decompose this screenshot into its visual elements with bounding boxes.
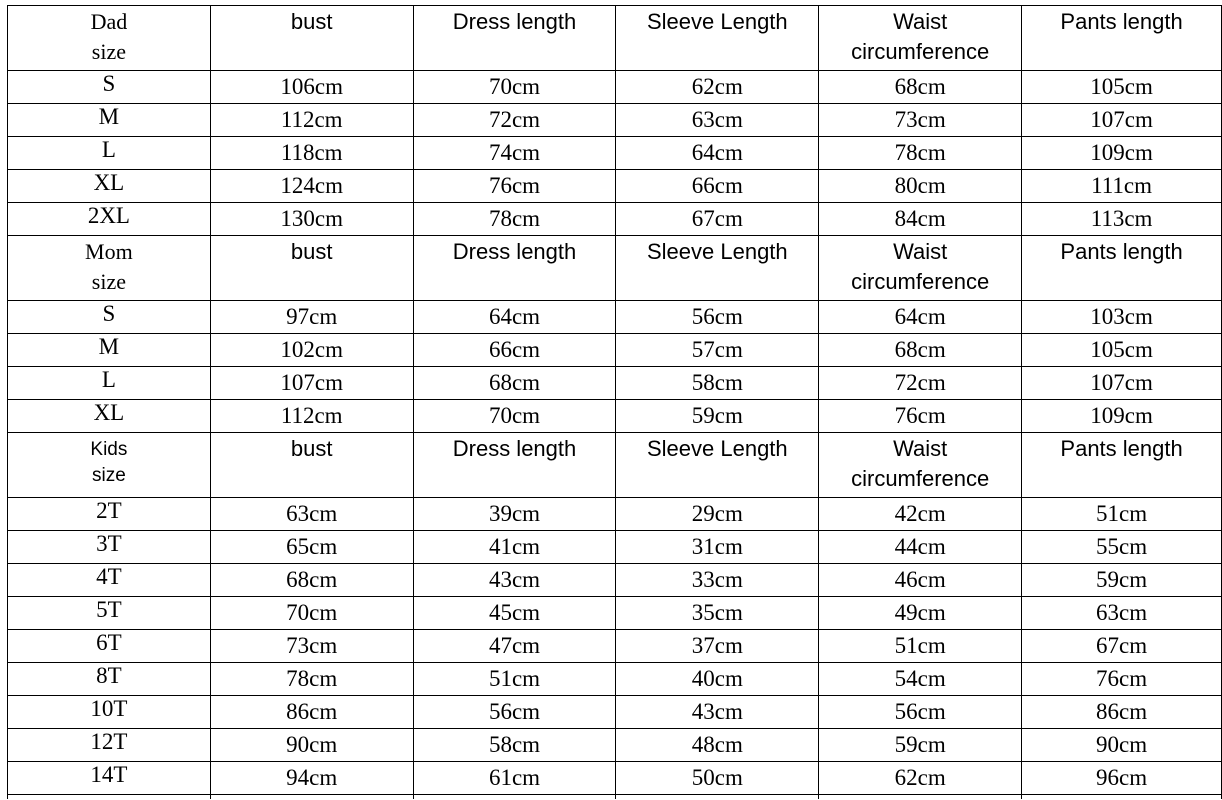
measurement-cell: 33cm (616, 564, 819, 597)
measurement-cell: 35cm (616, 597, 819, 630)
size-cell: 8T (8, 663, 211, 696)
size-cell: XL (8, 170, 211, 203)
measurement-cell: 112cm (210, 400, 413, 433)
measurement-cell: 113cm (1022, 203, 1222, 236)
measurement-cell: 68cm (819, 71, 1022, 104)
measurement-cell: 51cm (1022, 498, 1222, 531)
measurement-cell: 68cm (210, 564, 413, 597)
measurement-cell: 64cm (413, 301, 616, 334)
measurement-cell: 59cm (616, 400, 819, 433)
measurement-cell: 76cm (1022, 663, 1222, 696)
measurement-cell: 40cm (616, 663, 819, 696)
measurement-cell: 107cm (1022, 104, 1222, 137)
measurement-cell: 41cm (413, 531, 616, 564)
header-line: size (91, 269, 126, 294)
measurement-cell: 39cm (413, 498, 616, 531)
table-row (8, 597, 1222, 630)
measurement-cell: 97cm (210, 301, 413, 334)
column-header (1022, 236, 1222, 301)
table-row (8, 71, 1222, 104)
measurement-cell: 64cm (616, 137, 819, 170)
empty-cell (1022, 795, 1222, 800)
kids-size-label (8, 433, 211, 498)
column-header (819, 6, 1022, 71)
column-header (413, 236, 616, 301)
size-cell: 10T (8, 696, 211, 729)
header-line: circumference (851, 39, 990, 64)
table-row (8, 762, 1222, 795)
measurement-cell: 107cm (210, 367, 413, 400)
size-cell: 2XL (8, 203, 211, 236)
measurement-cell: 47cm (413, 630, 616, 663)
measurement-cell: 109cm (1022, 400, 1222, 433)
table-row (8, 564, 1222, 597)
header-line: Kids (90, 439, 128, 460)
measurement-cell: 63cm (210, 498, 413, 531)
measurement-cell: 74cm (413, 137, 616, 170)
measurement-cell: 42cm (819, 498, 1022, 531)
measurement-cell: 76cm (819, 400, 1022, 433)
kids-header-row (8, 433, 1222, 498)
measurement-cell: 72cm (413, 104, 616, 137)
measurement-cell: 51cm (413, 663, 616, 696)
header-line: circumference (851, 269, 990, 294)
measurement-cell: 44cm (819, 531, 1022, 564)
measurement-cell: 59cm (819, 729, 1022, 762)
table-row (8, 137, 1222, 170)
measurement-cell: 66cm (616, 170, 819, 203)
table-row (8, 301, 1222, 334)
empty-cell (616, 795, 819, 800)
column-header (1022, 433, 1222, 498)
measurement-cell: 106cm (210, 71, 413, 104)
table-row (8, 170, 1222, 203)
column-header (1022, 6, 1222, 71)
size-cell: 3T (8, 531, 211, 564)
header-line: Pants length (1060, 239, 1183, 264)
measurement-cell: 90cm (1022, 729, 1222, 762)
table-row (8, 400, 1222, 433)
measurement-cell: 70cm (413, 400, 616, 433)
column-header (616, 6, 819, 71)
measurement-cell: 67cm (616, 203, 819, 236)
header-line: Sleeve Length (646, 9, 788, 34)
measurement-cell: 105cm (1022, 71, 1222, 104)
measurement-cell: 56cm (413, 696, 616, 729)
header-line: Waist (893, 239, 948, 264)
measurement-cell: 45cm (413, 597, 616, 630)
measurement-cell: 37cm (616, 630, 819, 663)
size-cell: L (8, 137, 211, 170)
measurement-cell: 58cm (616, 367, 819, 400)
measurement-cell: 78cm (210, 663, 413, 696)
measurement-cell: 130cm (210, 203, 413, 236)
measurement-cell: 78cm (819, 137, 1022, 170)
measurement-cell: 51cm (819, 630, 1022, 663)
column-header (210, 433, 413, 498)
measurement-cell: 73cm (210, 630, 413, 663)
header-line: bust (290, 436, 333, 461)
measurement-cell: 90cm (210, 729, 413, 762)
header-line: bust (290, 239, 333, 264)
measurement-cell: 86cm (210, 696, 413, 729)
measurement-cell: 72cm (819, 367, 1022, 400)
measurement-cell: 76cm (413, 170, 616, 203)
table-row (8, 104, 1222, 137)
measurement-cell: 111cm (1022, 170, 1222, 203)
measurement-cell: 59cm (1022, 564, 1222, 597)
header-line: Dress length (452, 9, 577, 34)
header-line: bust (290, 9, 333, 34)
measurement-cell: 43cm (616, 696, 819, 729)
size-cell: 6T (8, 630, 211, 663)
empty-cell (210, 795, 413, 800)
measurement-cell: 124cm (210, 170, 413, 203)
table-row (8, 663, 1222, 696)
header-line: circumference (851, 466, 990, 491)
size-cell: S (8, 71, 211, 104)
header-line: Mom (85, 239, 133, 264)
measurement-cell: 105cm (1022, 334, 1222, 367)
column-header (819, 433, 1022, 498)
dad-size-label (8, 6, 211, 71)
measurement-cell: 112cm (210, 104, 413, 137)
measurement-cell: 86cm (1022, 696, 1222, 729)
size-cell: 14T (8, 762, 211, 795)
header-line: Sleeve Length (646, 436, 788, 461)
measurement-cell: 109cm (1022, 137, 1222, 170)
measurement-cell: 94cm (210, 762, 413, 795)
measurement-cell: 63cm (1022, 597, 1222, 630)
measurement-cell: 84cm (819, 203, 1022, 236)
measurement-cell: 54cm (819, 663, 1022, 696)
measurement-cell: 70cm (413, 71, 616, 104)
column-header (210, 236, 413, 301)
measurement-cell: 31cm (616, 531, 819, 564)
size-chart-table (7, 5, 1222, 799)
measurement-cell: 56cm (819, 696, 1022, 729)
header-line: Dad (90, 9, 128, 34)
measurement-cell: 73cm (819, 104, 1022, 137)
measurement-cell: 102cm (210, 334, 413, 367)
size-cell: 5T (8, 597, 211, 630)
size-cell: M (8, 104, 211, 137)
column-header (616, 236, 819, 301)
empty-cell (8, 795, 211, 800)
measurement-cell: 64cm (819, 301, 1022, 334)
measurement-cell: 62cm (819, 762, 1022, 795)
header-line: size (91, 39, 126, 64)
measurement-cell: 56cm (616, 301, 819, 334)
measurement-cell: 65cm (210, 531, 413, 564)
table-row (8, 498, 1222, 531)
table-row (8, 696, 1222, 729)
empty-cell (413, 795, 616, 800)
size-cell: L (8, 367, 211, 400)
measurement-cell: 78cm (413, 203, 616, 236)
header-line: Pants length (1060, 436, 1183, 461)
measurement-cell: 67cm (1022, 630, 1222, 663)
column-header (819, 236, 1022, 301)
measurement-cell: 118cm (210, 137, 413, 170)
measurement-cell: 62cm (616, 71, 819, 104)
measurement-cell: 103cm (1022, 301, 1222, 334)
measurement-cell: 96cm (1022, 762, 1222, 795)
measurement-cell: 50cm (616, 762, 819, 795)
size-cell: 2T (8, 498, 211, 531)
measurement-cell: 68cm (413, 367, 616, 400)
header-line: Pants length (1060, 9, 1183, 34)
measurement-cell: 80cm (819, 170, 1022, 203)
header-line: size (92, 465, 126, 486)
measurement-cell: 49cm (819, 597, 1022, 630)
size-cell: 4T (8, 564, 211, 597)
measurement-cell: 57cm (616, 334, 819, 367)
column-header (210, 6, 413, 71)
size-cell: XL (8, 400, 211, 433)
column-header (413, 433, 616, 498)
table-row (8, 729, 1222, 762)
header-line: Waist (893, 9, 948, 34)
column-header (616, 433, 819, 498)
measurement-cell: 46cm (819, 564, 1022, 597)
cut-off-row (8, 795, 1222, 800)
size-cell: M (8, 334, 211, 367)
size-chart-body (8, 6, 1222, 800)
header-line: Dress length (452, 436, 577, 461)
measurement-cell: 66cm (413, 334, 616, 367)
empty-cell (819, 795, 1022, 800)
size-cell: 12T (8, 729, 211, 762)
measurement-cell: 29cm (616, 498, 819, 531)
measurement-cell: 107cm (1022, 367, 1222, 400)
header-line: Sleeve Length (646, 239, 788, 264)
header-line: Waist (893, 436, 948, 461)
mom-header-row (8, 236, 1222, 301)
mom-size-label (8, 236, 211, 301)
measurement-cell: 63cm (616, 104, 819, 137)
table-row (8, 630, 1222, 663)
measurement-cell: 70cm (210, 597, 413, 630)
measurement-cell: 48cm (616, 729, 819, 762)
measurement-cell: 68cm (819, 334, 1022, 367)
measurement-cell: 55cm (1022, 531, 1222, 564)
table-row (8, 334, 1222, 367)
measurement-cell: 43cm (413, 564, 616, 597)
header-line: Dress length (452, 239, 577, 264)
column-header (413, 6, 616, 71)
dad-header-row (8, 6, 1222, 71)
table-row (8, 367, 1222, 400)
table-row (8, 531, 1222, 564)
size-cell: S (8, 301, 211, 334)
table-row (8, 203, 1222, 236)
measurement-cell: 61cm (413, 762, 616, 795)
measurement-cell: 58cm (413, 729, 616, 762)
